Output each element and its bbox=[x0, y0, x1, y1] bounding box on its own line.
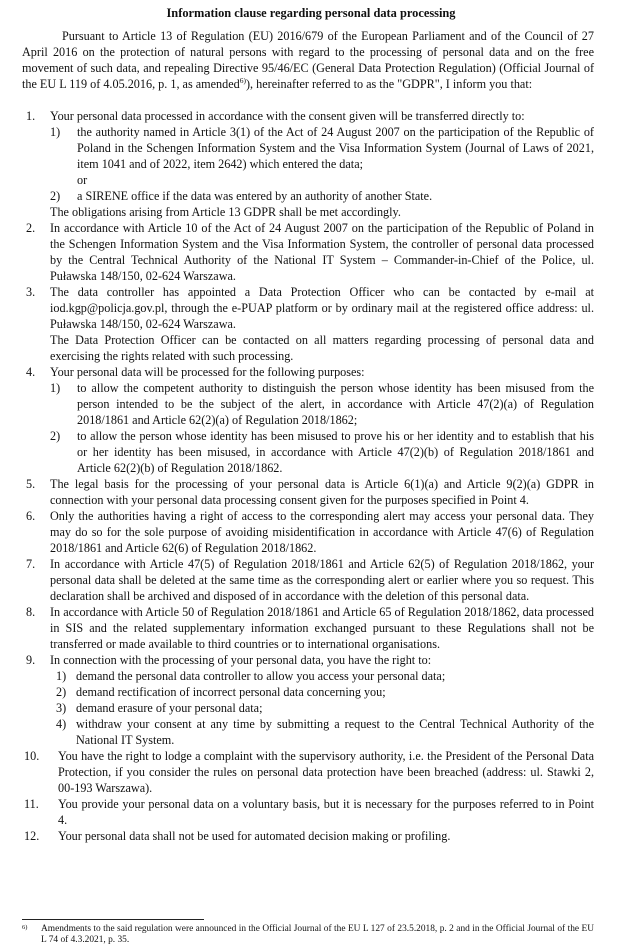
clause-item-3 bbox=[0, 284, 594, 364]
footnote-text: Amendments to the said regulation were announced in the Official Journal of the EU L 127 of 23.5.2018, p. 2 and in the Official Journal of the EU L 74 of 4.3.2021, p. 35. bbox=[41, 924, 594, 945]
subpoint-text: to allow the competent authority to distinguish the person whose identity has been misused from the person intended to be the subject of the alert, in accordance with Article 47(2)(a) of Regulation 2018/1861 and Article 62(2)(a) of Regulation 2018/1862; bbox=[77, 381, 594, 427]
footnote-separator bbox=[22, 919, 204, 920]
clause-number: 8. bbox=[26, 605, 36, 619]
subpoint-9-2 bbox=[50, 684, 594, 700]
clause-number: 4. bbox=[26, 365, 36, 379]
clause-number: 6. bbox=[26, 509, 36, 523]
clause-text: Your personal data will be processed for the following purposes: bbox=[50, 365, 365, 379]
clause-text: The data controller has appointed a Data Protection Officer who can be contacted by e-mail at iod.kgp@policja.gov.pl, through the e-PUAP platform or by ordinary mail at the registered office address: ul. Puławska 148/150, 02-624 Warszawa. bbox=[50, 285, 594, 331]
clause-text: In accordance with Article 50 of Regulation 2018/1861 and Article 65 of Regulation 2018/1862, data processed in SIS and the related supplementary information exchanged pursuant to these Regulations shall not be transferred or made available to third countries or to international organisations. bbox=[50, 605, 594, 651]
clause-number: 12. bbox=[24, 829, 40, 843]
clause-item-7 bbox=[0, 556, 594, 604]
clause-list bbox=[0, 108, 622, 844]
clause-text: The legal basis for the processing of your personal data is Article 6(1)(a) and Article 9(2)(a) GDPR in connection with your personal data processing consent given for the purposes specified in Point 4. bbox=[50, 477, 594, 507]
clause-item-1 bbox=[0, 108, 594, 220]
clause-text: In connection with the processing of your personal data, you have the right to: bbox=[50, 653, 432, 667]
clause-item-6 bbox=[0, 508, 594, 556]
footnote-mark: 6) bbox=[22, 924, 28, 931]
clause-item-5 bbox=[0, 476, 594, 508]
clause-text: In accordance with Article 47(5) of Regulation 2018/1861 and Article 62(5) of Regulation 2018/1862, your personal data shall be deleted at the same time as the corresponding alert or earlier where you so request. This declaration shall be archived and disposed of in accordance with the deletion of this personal data. bbox=[50, 557, 594, 603]
clause-number: 7. bbox=[26, 557, 36, 571]
clause-continuation: The obligations arising from Article 13 GDPR shall be met accordingly. bbox=[50, 205, 401, 219]
clause-item-12 bbox=[0, 828, 594, 844]
subpoint-text: a SIRENE office if the data was entered by an authority of another State. bbox=[77, 189, 433, 203]
subpoint-number: 1) bbox=[50, 125, 61, 139]
subpoint-text: demand the personal data controller to allow you access your personal data; bbox=[76, 669, 446, 683]
intro-paragraph bbox=[22, 28, 594, 92]
clause-text: You provide your personal data on a voluntary basis, but it is necessary for the purposes referred to in Point 4. bbox=[58, 797, 594, 827]
subpoint-number: 2) bbox=[56, 685, 67, 699]
subpoint-text: demand rectification of incorrect personal data concerning you; bbox=[76, 685, 386, 699]
clause-continuation: The Data Protection Officer can be contacted on all matters regarding processing of personal data and exercising the rights related with such processing. bbox=[50, 333, 594, 363]
subpoint-number: 4) bbox=[56, 717, 67, 731]
subpoint-number: 2) bbox=[50, 189, 61, 203]
intro-text-before: Pursuant to Article 13 of Regulation (EU) 2016/679 of the European Parliament and of the Council of 27 April 2016 on the protection of natural persons with regard to the processing of personal data and on the free movement of such data, and repealing Directive 95/46/EC (General Data Protection Regulation) (Official Journal of the EU L 119 of 4.05.2016, p. 1, as amended bbox=[22, 29, 594, 91]
subpoint-number: 1) bbox=[50, 381, 61, 395]
subpoint-number: 1) bbox=[56, 669, 67, 683]
clause-number: 10. bbox=[24, 749, 40, 763]
subpoint-number: 3) bbox=[56, 701, 67, 715]
subpoint-9-4 bbox=[50, 716, 594, 748]
document-title: Information clause regarding personal data processing bbox=[166, 6, 456, 20]
subpoint-1-1 bbox=[50, 124, 594, 172]
footnote-reference: 6) bbox=[239, 75, 246, 85]
subpoint-4-2 bbox=[50, 428, 594, 476]
subpoint-9-1 bbox=[50, 668, 594, 684]
clause-text: Your personal data processed in accordance with the consent given will be transferred directly to: bbox=[50, 109, 525, 123]
clause-number: 1. bbox=[26, 109, 36, 123]
subpoint-1-2 bbox=[50, 188, 594, 204]
subpoint-4-1 bbox=[50, 380, 594, 428]
subpoint-text: the authority named in Article 3(1) of the Act of 24 August 2007 on the participation of the Republic of Poland in the Schengen Information System and the Visa Information System (Journal of Laws of 2021, item 1041 and of 2022, item 2642) which entered the data; bbox=[77, 125, 594, 171]
subpoint-number: 2) bbox=[50, 429, 61, 443]
clause-item-2 bbox=[0, 220, 594, 284]
clause-item-11 bbox=[0, 796, 594, 828]
intro-text-after: ), hereinafter referred to as the "GDPR", I inform you that: bbox=[246, 77, 533, 91]
clause-text: Only the authorities having a right of access to the corresponding alert may access your personal data. They may do so for the sole purpose of avoiding misidentification in accordance with Article 47(6) of Regulation 2018/1861 and Article 62(6) of Regulation 2018/1862. bbox=[50, 509, 594, 555]
subpoint-text: to allow the person whose identity has been misused to prove his or her identity and to establish that his or her identity has been misused, in accordance with Article 47(2)(b) of Regulation 2018/1861 and Article 62(2)(b) of Regulation 2018/1862. bbox=[77, 429, 594, 475]
clause-number: 2. bbox=[26, 221, 36, 235]
or-connector: or bbox=[77, 173, 88, 187]
clause-item-9 bbox=[0, 652, 594, 748]
clause-item-10 bbox=[0, 748, 594, 796]
clause-number: 3. bbox=[26, 285, 36, 299]
clause-number: 5. bbox=[26, 477, 36, 491]
clause-number: 9. bbox=[26, 653, 36, 667]
clause-item-8 bbox=[0, 604, 594, 652]
subpoint-text: demand erasure of your personal data; bbox=[76, 701, 263, 715]
clause-number: 11. bbox=[24, 797, 39, 811]
clause-item-4 bbox=[0, 364, 594, 476]
footnote bbox=[22, 924, 594, 946]
subpoint-text: withdraw your consent at any time by submitting a request to the Central Technical Authority of the National IT System. bbox=[76, 717, 594, 747]
clause-text: You have the right to lodge a complaint with the supervisory authority, i.e. the President of the Personal Data Protection, if you consider the rules on personal data protection have been breached (address: ul. Stawki 2, 00-193 Warszawa). bbox=[58, 749, 594, 795]
clause-text: Your personal data shall not be used for automated decision making or profiling. bbox=[58, 829, 451, 843]
clause-text: In accordance with Article 10 of the Act of 24 August 2007 on the participation of the Republic of Poland in the Schengen Information System and the Visa Information System, the controller of personal data processed by the Central Technical Authority of the National IT System – Commander-in-Chief of the Police, ul. Puławska 148/150, 02-624 Warszawa. bbox=[50, 221, 594, 283]
subpoint-9-3 bbox=[50, 700, 594, 716]
